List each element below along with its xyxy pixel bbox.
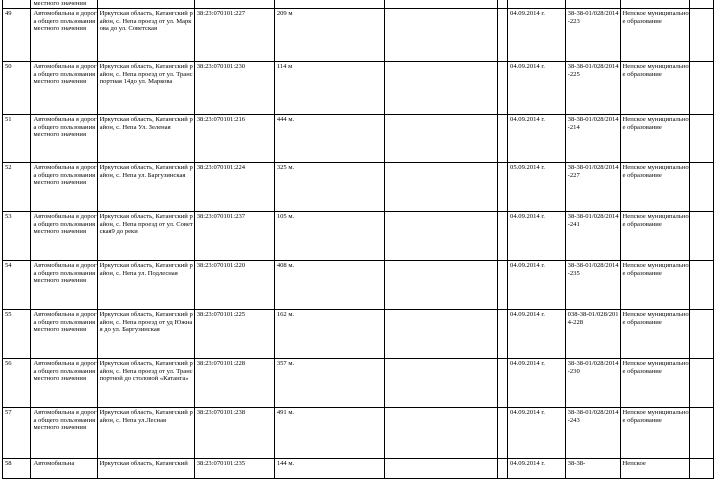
cell-registration-date: 04.09.2014 г. [508,407,566,458]
cell-registration-date: 04.09.2014 г. [508,114,566,162]
cell-registration-date: 04.09.2014 г. [508,458,566,478]
cell-object-type: Автомобильна я дорога общего пользования местного значения [31,162,97,211]
cell-registration-number: 38-38- [565,458,620,478]
table-row [3,309,714,358]
table-row [3,211,714,260]
cell-registration-number: 38-38-01/028/2014-235 [565,260,620,309]
cell-number: 54 [3,260,31,309]
cell-length: 114 м [274,61,384,114]
cell-address: Иркутская область, Катангский район, с. Непа проезд от ул. Транспортной до столовой «Катанга» [97,358,194,407]
cell-empty [690,358,714,407]
cell-address: Иркутская область, Катангский район, с. Непа ул. Баргузинская [97,162,194,211]
cell-object-type: Автомобильна я дорога общего пользования местного значения [31,8,97,61]
table-row [3,162,714,211]
registry-body [3,0,714,478]
cell-cadastral-number: 38:23:070101:216 [194,114,274,162]
cell-empty [690,61,714,114]
cell-registration-number: 38-38-01/028/2014-230 [565,358,620,407]
cell-empty [497,358,507,407]
table-row [3,61,714,114]
cell-cadastral-number: 38:23:070101:238 [194,407,274,458]
cell-cadastral-number: 38:23:070101:230 [194,61,274,114]
cell-empty [384,61,497,114]
cell-number: 50 [3,61,31,114]
cell-empty [690,260,714,309]
cell-number [3,0,31,8]
table-row [3,8,714,61]
cell-owner: Непское муниципальное образование [620,162,690,211]
cell-owner: Непское муниципальное образование [620,8,690,61]
cell-length: 444 м. [274,114,384,162]
cell-registration-date: 04.09.2014 г. [508,61,566,114]
cell-length: 325 м. [274,162,384,211]
cell-number: 58 [3,458,31,478]
cell-registration-date: 04.09.2014 г. [508,260,566,309]
cell-registration-number: 38-38-01/028/2014-243 [565,407,620,458]
cell-empty [690,114,714,162]
cell-empty [497,211,507,260]
cell-empty [384,162,497,211]
cell-number: 53 [3,211,31,260]
cell-cadastral-number: 38:23:070101:220 [194,260,274,309]
cell-empty [690,407,714,458]
cell-cadastral-number: 38:23:070101:227 [194,8,274,61]
cell-cadastral-number: 38:23:070101:224 [194,162,274,211]
cell-empty [384,309,497,358]
cell-registration-number: 38-38-01/028/2014-225 [565,61,620,114]
table-row [3,407,714,458]
cell-empty [497,458,507,478]
cell-length: 491 м. [274,407,384,458]
table-row-fragment [3,0,714,8]
cell-length: 408 м. [274,260,384,309]
cell-registration-date: 04.09.2014 г. [508,358,566,407]
cell-empty [384,407,497,458]
cell-registration-number: 38-38-01/028/2014-241 [565,211,620,260]
cell-address: Иркутская область, Катангский район, с. Непа проезд от ул. Маркова до ул. Советская [97,8,194,61]
cell-empty [690,162,714,211]
cell-object-type: Автомобильна я дорога общего пользования местного значения [31,114,97,162]
cell-registration-number: 038-38-01/028/2014-228 [565,309,620,358]
cell-number: 56 [3,358,31,407]
cell-number: 51 [3,114,31,162]
cell-cadastral-number: 38:23:070101:235 [194,458,274,478]
cell-empty [384,8,497,61]
cell-empty [690,458,714,478]
table-row [3,358,714,407]
cell-length: 105 м. [274,211,384,260]
cell-empty [497,61,507,114]
cell-empty [384,114,497,162]
cell-object-type: Автомобильна я дорога общего пользования местного значения [31,358,97,407]
cell-owner: Непское муниципальное образование [620,260,690,309]
cell-registration-number: 38-38-01/028/2014-214 [565,114,620,162]
cell-registration-date: 05.09.2014 г. [508,162,566,211]
cell-registration-date: 04.09.2014 г. [508,211,566,260]
cell-owner: Непское муниципальное образование [620,211,690,260]
table-row [3,260,714,309]
cell-cadastral-number: 38:23:070101:237 [194,211,274,260]
cell-address: Иркутская область, Катангский район, с. Непа проезд от ул. Советская9 до реки [97,211,194,260]
cell-empty [690,309,714,358]
cell-number: 49 [3,8,31,61]
cell-object-type: Автомобильна я дорога общего пользования местного значения [31,309,97,358]
cell-address: Иркутская область, Катангский район, с. Непа ул.Лесная [97,407,194,458]
cell-registration-number: 38-38-01/028/2014-227 [565,162,620,211]
cell-owner: Непское муниципальное образование [620,407,690,458]
cell-object-type: Автомобильна я дорога общего пользования местного значения [31,407,97,458]
cell-empty [384,358,497,407]
cell-length: 144 м. [274,458,384,478]
cell-owner: Непское муниципальное образование [620,61,690,114]
cell-empty [497,407,507,458]
cell-empty [384,260,497,309]
cell-object-type: Автомобильна я дорога общего пользования местного значения [31,260,97,309]
cell-empty [497,260,507,309]
cell-address: Иркутская область, Катангский район, с. Непа проезд от уд Южная до ул. Баргузинская [97,309,194,358]
table-row [3,114,714,162]
cell-address: Иркутская область, Катангский район, с. Непа ул. Подлесная [97,260,194,309]
table-row [3,458,714,478]
cell-address: Иркутская область, Катангский район, с. Непа Ул. Зеленая [97,114,194,162]
cell-length: 357 м. [274,358,384,407]
cell-registration-date: 04.09.2014 г. [508,8,566,61]
cell-empty [497,8,507,61]
cell-empty [497,162,507,211]
cell-cadastral-number: 38:23:070101:225 [194,309,274,358]
cell-number: 57 [3,407,31,458]
cell-empty [690,8,714,61]
cell-length: 162 м. [274,309,384,358]
cell-address: Иркутская область, Катангский [97,458,194,478]
cell-owner: Непское муниципальное образование [620,358,690,407]
cell-object-type: Автомобильна я дорога общего пользования местного значения [31,211,97,260]
property-registry-table [2,0,714,479]
cell-registration-date: 04.09.2014 г. [508,309,566,358]
cell-empty [384,211,497,260]
cell-object-type: Автомобильна [31,458,97,478]
cell-owner: Непское муниципальное образование [620,309,690,358]
cell-registration-number: 38-38-01/028/2014-223 [565,8,620,61]
cell-empty [497,309,507,358]
cell-owner: Непское [620,458,690,478]
cell-empty [497,114,507,162]
cell-number: 55 [3,309,31,358]
cell-owner: Непское муниципальное образование [620,114,690,162]
cell-number: 52 [3,162,31,211]
cell-empty [384,458,497,478]
cell-address: Иркутская область, Катангский район, с. Непа проезд от ул. Транспортная 14до ул. Маркова [97,61,194,114]
cell-length: 209 м [274,8,384,61]
cell-object-type: Автомобильна я дорога общего пользования местного значения [31,61,97,114]
cell-cadastral-number: 38:23:070101:228 [194,358,274,407]
cell-empty [690,211,714,260]
cell-object-type: местного значения [31,0,97,8]
